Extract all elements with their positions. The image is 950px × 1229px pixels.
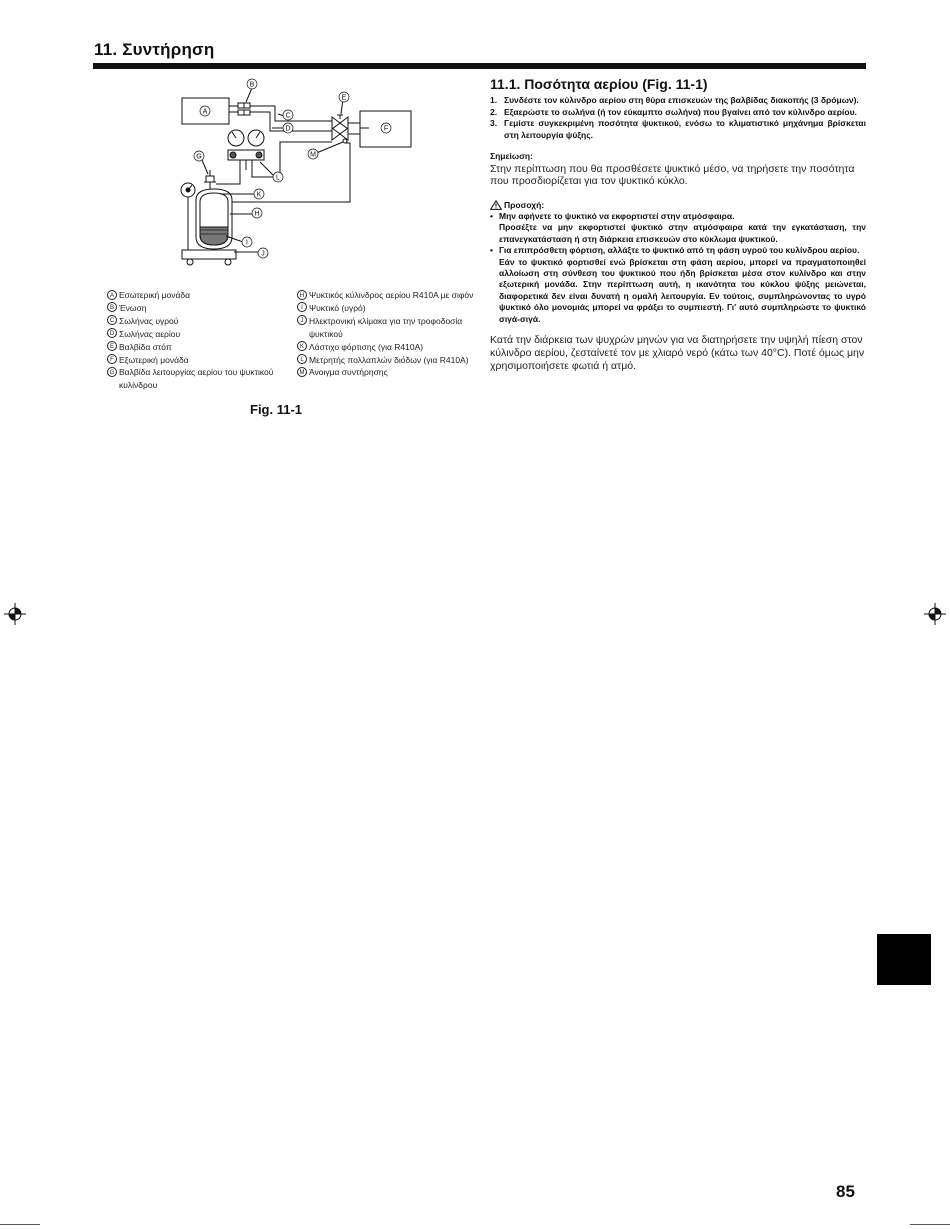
legend-text: Ένωση xyxy=(119,302,147,313)
svg-text:L: L xyxy=(276,174,280,182)
list-item xyxy=(490,107,866,119)
caution-heading: Προσοχή: xyxy=(504,199,545,210)
legend-text: Ψυκτικό (υγρό) xyxy=(309,302,366,313)
callout-j xyxy=(258,248,268,258)
legend-mark: A xyxy=(107,290,117,300)
crop-mark xyxy=(910,1224,950,1225)
legend-item xyxy=(107,302,283,315)
caution-list xyxy=(490,211,866,325)
page-number: 85 xyxy=(836,1182,855,1201)
legend-mark: D xyxy=(107,328,117,338)
step-number: 3. xyxy=(490,118,498,128)
callout-k xyxy=(254,189,264,199)
closing-paragraph: Κατά την διάρκεια των ψυχρών μηνών για να διατηρήσετε την υψηλή πίεση στον κύλινδρο αερίου, ζεσταίνετέ τον με χλιαρό νερό (κάτω των 40°C). Ποτέ όμως μην χρησιμοποιήσετε φωτιά ή ατμό. xyxy=(490,334,865,373)
list-item xyxy=(490,245,866,325)
callout-f xyxy=(381,123,391,133)
callout-d xyxy=(283,123,293,133)
callout-l xyxy=(273,172,283,182)
svg-text:M: M xyxy=(310,151,316,159)
svg-text:H: H xyxy=(254,210,260,218)
callout-c xyxy=(283,110,293,120)
step-text: Γεμίστε συγκεκριμένη ποσότητα ψυκτικού, ενόσω το κλιματιστικό μηχάνημα βρίσκεται στη λειτουργία ψύξης. xyxy=(504,118,866,140)
figure-caption: Fig. 11-1 xyxy=(250,402,303,417)
legend-text: Ψυκτικός κύλινδρος αερίου R410A με σιφόν xyxy=(309,290,474,300)
legend-mark: H xyxy=(297,290,307,300)
legend-text: Λάστιχο φόρτισης (για R410A) xyxy=(309,341,424,352)
callout-e xyxy=(339,92,349,102)
registration-mark-icon xyxy=(4,603,26,625)
list-item xyxy=(490,118,866,141)
legend-text: Μετρητής πολλαπλών διόδων (για R410A) xyxy=(309,354,469,365)
svg-text:E: E xyxy=(341,94,347,102)
subsection-title: 11.1. Ποσότητα αερίου (Fig. 11-1) xyxy=(490,76,708,92)
legend-item xyxy=(297,315,475,341)
legend-item xyxy=(107,328,283,341)
figure-legend-right xyxy=(297,289,475,379)
legend-item xyxy=(297,366,475,379)
list-item xyxy=(490,211,866,245)
callout-h xyxy=(252,208,262,218)
section-rule xyxy=(93,63,866,69)
legend-text: Άνοιγμα συντήρησης xyxy=(309,367,388,378)
chapter-tab xyxy=(877,934,931,985)
legend-item xyxy=(297,354,475,367)
refrigerant-charging-diagram xyxy=(160,72,440,282)
legend-mark: K xyxy=(297,341,307,351)
svg-text:F: F xyxy=(383,125,389,133)
svg-text:I: I xyxy=(246,239,248,247)
caution-line: Μην αφήνετε το ψυκτικό να εκφορτιστεί στην ατμόσφαιρα. xyxy=(499,211,735,221)
callout-i xyxy=(242,237,252,247)
bullet: • xyxy=(490,245,493,256)
bullet: • xyxy=(490,211,493,221)
legend-mark: B xyxy=(107,302,117,312)
svg-text:A: A xyxy=(202,108,208,116)
section-title: 11. Συντήρηση xyxy=(94,40,215,59)
registration-mark-icon xyxy=(924,603,946,625)
callout-a xyxy=(200,106,210,116)
step-text: Εξαερώστε το σωλήνα (ή τον εύκαμπτο σωλήνα) που βγαίνει από τον κύλινδρο αερίου. xyxy=(504,106,857,117)
legend-mark: J xyxy=(297,315,307,325)
legend-item xyxy=(107,315,283,328)
callout-g xyxy=(194,151,204,161)
caution-heading-row xyxy=(490,200,866,212)
legend-item xyxy=(297,341,475,354)
list-item xyxy=(490,95,866,107)
legend-mark: I xyxy=(297,302,307,312)
svg-text:B: B xyxy=(249,81,255,89)
legend-mark: C xyxy=(107,315,117,325)
legend-mark: G xyxy=(107,367,117,377)
step-number: 2. xyxy=(490,106,498,117)
legend-item xyxy=(297,302,475,315)
crop-mark xyxy=(0,1224,40,1225)
step-text: Συνδέστε τον κύλινδρο αερίου στη θύρα επισκευών της βαλβίδας διακοπής (3 δρόμων). xyxy=(504,95,859,105)
legend-mark: M xyxy=(297,367,307,377)
svg-text:G: G xyxy=(196,153,202,161)
legend-item xyxy=(107,354,283,367)
note-heading: Σημείωση: xyxy=(490,151,533,161)
legend-text: Εσωτερική μονάδα xyxy=(119,290,191,300)
callout-b xyxy=(247,79,257,89)
legend-item xyxy=(107,341,283,354)
legend-item xyxy=(107,289,283,302)
procedure-column xyxy=(490,76,866,374)
legend-item xyxy=(107,366,283,392)
procedure-steps xyxy=(490,95,866,141)
svg-text:J: J xyxy=(261,250,265,258)
svg-text:K: K xyxy=(256,191,262,199)
caution-line: Εάν το ψυκτικό φορτισθεί ενώ βρίσκεται στη φάση αερίου, μπορεί να πραγματοποιηθεί αλλοίωση στη σύνθεση του ψυκτικού που ήδη βρίσκεται μέσα στον κυλίνδρο και στην εξωτερική μονάδα. Στην περίπτωση αυτή, η ικανότητα του κύκλου ψύξης μειώνεται, διαφορετικά δεν είναι δυνατή η ομαλή λειτουργία. Εν τούτοις, συμπληρώνοντας το υγρό ψυκτικό όλο μονομιάς μπορεί να φράξει το συμπιεστή. Γι' αυτό συμπληρώστε το ψυκτικό σιγά-σιγά. xyxy=(499,256,866,324)
svg-text:C: C xyxy=(285,112,291,120)
callout-m xyxy=(308,149,318,159)
legend-text: Βαλβίδα στόπ xyxy=(119,341,172,352)
caution-line: Προσέξτε να μην εκφορτιστεί ψυκτικό στην ατμόσφαιρα κατά την εγκατάσταση, την επανεγκατάσταση ή στη διάρκεια επισκευών στο κύκλωμα ψυκτικού. xyxy=(499,222,866,244)
caution-line: Για επιπρόσθετη φόρτιση, αλλάξτε το ψυκτικό από τη φάση υγρού του κυλίνδρου αερίου. xyxy=(499,245,860,256)
step-number: 1. xyxy=(490,95,498,105)
svg-text:D: D xyxy=(285,125,291,133)
legend-mark: F xyxy=(107,354,117,364)
legend-text: Βαλβίδα λειτουργίας αερίου του ψυκτικού κυλίνδρου xyxy=(119,367,274,391)
figure-legend-left xyxy=(107,289,283,392)
legend-item xyxy=(297,289,475,302)
legend-text: Σωλήνας αερίου xyxy=(119,328,181,339)
legend-text: Εξωτερική μονάδα xyxy=(119,354,189,365)
legend-mark: E xyxy=(107,341,117,351)
legend-text: Σωλήνας υγρού xyxy=(119,315,179,326)
warning-triangle-icon xyxy=(490,200,502,210)
legend-text: Ηλεκτρονική κλίμακα για την τροφοδοσία ψυκτικού xyxy=(309,315,463,339)
legend-mark: L xyxy=(297,354,307,364)
note-text: Στην περίπτωση που θα προσθέσετε ψυκτικό μέσο, να τηρήσετε την ποσότητα που προσδιορίζεται για τον ψυκτικό κύκλο. xyxy=(490,162,855,187)
